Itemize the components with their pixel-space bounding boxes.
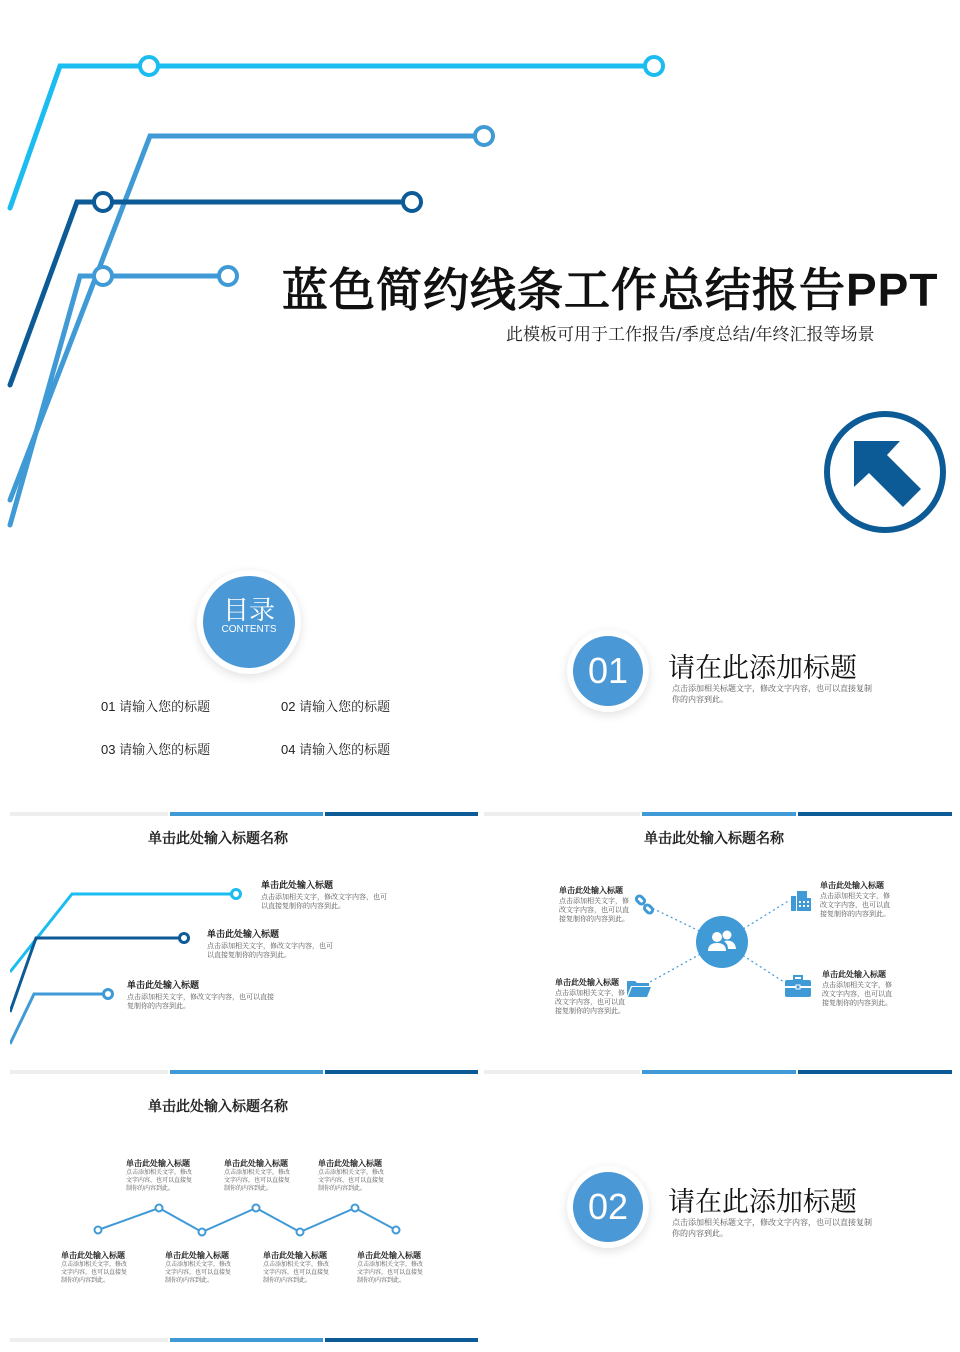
node-desc: 点击添加相关文字，修改文字内容，也可以直接复制你的内容到此。 [820, 892, 890, 918]
zigzag-slide-heading: 单击此处输入标题名称 [148, 1098, 288, 1114]
zigzag-bottom-node-3 [263, 1250, 329, 1285]
bottom-bar-mid [170, 1070, 323, 1074]
node-desc: 点击添加相关文字，修改文字内容，也可以直接复制你的内容到此。 [318, 1169, 385, 1192]
bottom-bar-dark [798, 1070, 952, 1074]
cover-slide [0, 0, 960, 560]
bottom-bar-mid [642, 1070, 796, 1074]
toc-item-4[interactable]: 04 请输入您的标题 [281, 742, 391, 757]
cover-subtitle: 此模板可用于工作报告/季度总结/年终汇报等场景 [506, 325, 875, 345]
bottom-bar-dark [325, 1338, 478, 1342]
arrow-up-left-circle-icon [822, 409, 948, 535]
node-desc: 点击添加相关文字，修改文字内容，也可以直接复制你的内容到此。 [165, 1261, 232, 1284]
section1-slide [482, 562, 960, 810]
toc-slide [0, 562, 478, 810]
zigzag-bottom-node-4 [357, 1250, 423, 1285]
section2-number-badge [573, 1172, 643, 1242]
line-node [94, 267, 112, 285]
zigzag-bottom-node-1 [61, 1250, 127, 1285]
section1-desc: 点击添加相关标题文字，修改文字内容，也可以直接复制你的内容到此。 [672, 684, 872, 704]
node-title: 单击此处输入标题 [555, 978, 619, 987]
node-title: 单击此处输入标题 [127, 980, 200, 990]
hub-node-2 [820, 880, 890, 919]
toc-heading-en: CONTENTS [221, 624, 277, 635]
node-title: 单击此处输入标题 [318, 1159, 382, 1168]
zigzag-top-node-2 [224, 1158, 290, 1193]
node-title: 单击此处输入标题 [263, 1251, 327, 1260]
node-desc: 点击添加相关文字，修改文字内容，也可以直接复制你的内容到此。 [357, 1261, 424, 1284]
link-icon [634, 894, 656, 916]
bottom-bar-dark [325, 1070, 478, 1074]
node-desc: 点击添加相关文字，修改文字内容，也可以直接复制你的内容到此。 [224, 1169, 291, 1192]
section1-number-badge [573, 636, 643, 706]
line-node [475, 127, 493, 145]
node-desc: 点击添加相关文字，修改文字内容，也可以直接复制你的内容到此。 [263, 1261, 330, 1284]
zigzag-bottom-node-2 [165, 1250, 231, 1285]
hub-node-3 [555, 977, 625, 1016]
cover-title: 蓝色简约线条工作总结报告PPT [282, 264, 939, 316]
node-title: 单击此处输入标题 [357, 1251, 421, 1260]
node-title: 单击此处输入标题 [261, 880, 334, 890]
folder-icon [626, 978, 652, 998]
bottom-bar-mid [170, 1338, 323, 1342]
toc-item-1[interactable]: 01 请输入您的标题 [101, 699, 211, 714]
line-node [645, 57, 663, 75]
line-node [403, 193, 421, 211]
node-desc: 点击添加相关文字，修改文字内容，也可以直接复制你的内容到此。 [559, 897, 629, 923]
node-desc: 点击添加相关文字，修改文字内容，也可以直接复制你的内容到此。 [555, 989, 625, 1015]
section1-number: 01 [587, 650, 629, 691]
briefcase-icon [784, 974, 812, 998]
line-mid-2 [10, 276, 228, 525]
node-desc: 点击添加相关文字，修改文字内容，也可以直接复制你的内容到此。 [61, 1261, 128, 1284]
lines-slide-heading: 单击此处输入标题名称 [148, 830, 288, 846]
node-desc: 点击添加相关文字，修改文字内容，也可以直接复制你的内容到此。 [261, 893, 387, 910]
section1-title: 请在此添加标题 [668, 653, 857, 683]
node-title: 单击此处输入标题 [822, 970, 886, 979]
lines-node-1 [261, 878, 391, 911]
line-node [94, 193, 112, 211]
zigzag-top-node-3 [318, 1158, 384, 1193]
toc-badge [203, 576, 295, 668]
toc-item-2[interactable]: 02 请输入您的标题 [281, 699, 391, 714]
node-title: 单击此处输入标题 [224, 1159, 288, 1168]
bottom-bar-gray [484, 1070, 640, 1074]
lines-node-2 [207, 927, 337, 960]
section2-slide [482, 1080, 960, 1344]
line-node [140, 57, 158, 75]
node-title: 单击此处输入标题 [207, 929, 280, 939]
fax-icon [790, 890, 812, 912]
node-title: 单击此处输入标题 [559, 886, 623, 895]
hub-slide [484, 812, 952, 1074]
zigzag-slide [10, 1080, 478, 1344]
users-icon [696, 916, 748, 968]
hub-slide-heading: 单击此处输入标题名称 [644, 830, 784, 846]
lines-node-3 [127, 978, 279, 1011]
toc-item-3[interactable]: 03 请输入您的标题 [101, 742, 211, 757]
node-title: 单击此处输入标题 [61, 1251, 125, 1260]
node-desc: 点击添加相关文字，修改文字内容，也可以直接复制你的内容到此。 [126, 1169, 193, 1192]
hub-node-1 [559, 885, 629, 924]
bottom-bar-gray [10, 1338, 168, 1342]
bottom-bar-gray [10, 1070, 168, 1074]
node-title: 单击此处输入标题 [820, 881, 884, 890]
node-desc: 点击添加相关文字，修改文字内容，也可以直接复制你的内容到此。 [822, 981, 892, 1007]
zigzag-top-node-1 [126, 1158, 192, 1193]
node-title: 单击此处输入标题 [126, 1159, 190, 1168]
section2-desc: 点击添加相关标题文字，修改文字内容，也可以直接复制你的内容到此。 [672, 1218, 872, 1238]
zigzag-line [10, 1080, 478, 1344]
lines-slide [10, 812, 478, 1074]
hub-node-4 [822, 969, 892, 1008]
section2-title: 请在此添加标题 [668, 1187, 857, 1217]
line-node [219, 267, 237, 285]
section2-number: 02 [587, 1186, 629, 1227]
node-desc: 点击添加相关文字，修改文字内容，也可以直接复制你的内容到此。 [207, 942, 333, 959]
node-desc: 点击添加相关文字，修改文字内容，也可以直接复制你的内容到此。 [127, 993, 274, 1010]
toc-heading-cn: 目录 [222, 595, 275, 625]
node-title: 单击此处输入标题 [165, 1251, 229, 1260]
